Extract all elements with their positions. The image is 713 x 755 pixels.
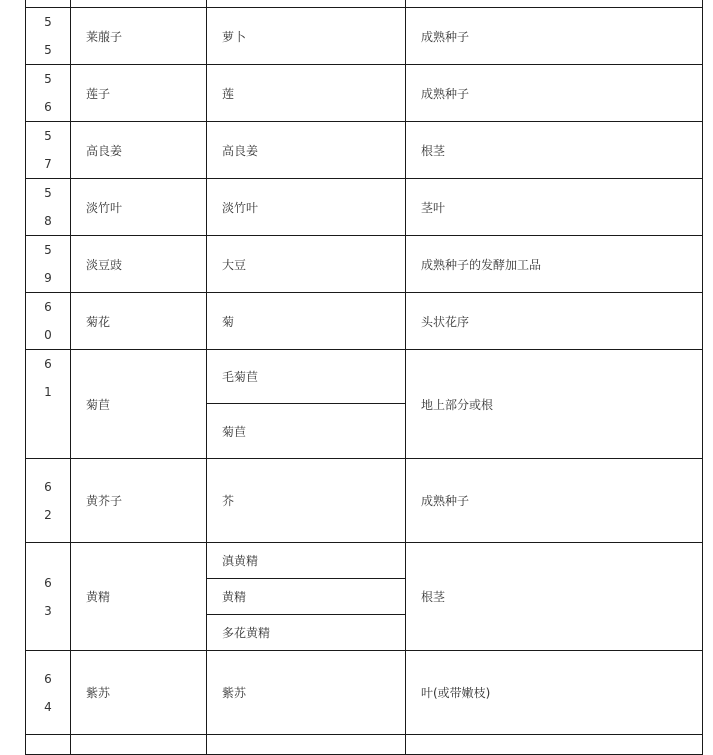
plant-source-cell: 毛菊苣 [207,350,406,404]
row-number-digit: 9 [44,271,52,285]
plant-source-cell: 紫苏 [207,651,406,735]
row-number-digit: 5 [44,186,52,200]
plant-source-cell: 滇黄精 [207,543,406,579]
table-row [26,651,703,735]
table-row [26,179,703,236]
row-number-cell [26,8,71,65]
used-part-cell: 头状花序 [406,293,703,350]
used-part-cell: 茎叶 [406,179,703,236]
row-number-digit: 6 [44,671,52,686]
row-number-digit: 6 [44,479,52,494]
plant-source-cell: 黄精 [207,579,406,615]
table-row [26,236,703,293]
table-row [26,8,703,65]
table-row [26,350,703,404]
row-number-cell [26,65,71,122]
herb-name-cell: 黄芥子 [71,459,207,543]
plant-source-cell: 莲 [207,65,406,122]
plant-source-cell: 芥 [207,459,406,543]
row-number-cell [26,0,71,8]
row-number-cell [26,122,71,179]
row-number-cell [26,651,71,735]
used-part-cell: 成熟种子 [406,459,703,543]
row-number-cell [26,179,71,236]
plant-source-cell: 萝卜 [207,8,406,65]
herb-name-cell: 淡豆豉 [71,236,207,293]
row-number-cell [26,236,71,293]
table-row [26,459,703,543]
row-number-digit: 6 [44,357,52,371]
herb-name-cell: 高良姜 [71,122,207,179]
plant-source-cell: 淡竹叶 [207,179,406,236]
row-number-digit: 1 [44,385,52,399]
row-number-cell [26,543,71,651]
used-part-cell: 成熟种子 [406,65,703,122]
used-part-cell: 成熟种子的发酵加工品 [406,236,703,293]
row-number-digit: 5 [44,72,52,86]
plant-source-cell: 多花黄精 [207,615,406,651]
herb-name-cell: 紫苏 [71,651,207,735]
herb-name-cell [71,0,207,8]
row-number-cell [26,459,71,543]
row-number-digit: 5 [44,129,52,143]
herb-name-cell: 菊花 [71,293,207,350]
row-number-cell [26,293,71,350]
row-number-digit: 6 [44,575,52,590]
plant-source-cell: 菊苣 [207,404,406,459]
row-number-digit: 7 [44,157,52,171]
plant-source-cell [207,735,406,755]
row-number-digit: 5 [44,15,52,29]
table-row-partial-bottom [26,735,703,755]
row-number-digit: 5 [44,43,52,57]
used-part-cell [406,735,703,755]
table-row [26,65,703,122]
herb-name-cell: 淡竹叶 [71,179,207,236]
row-number-digit: 8 [44,214,52,228]
table-row [26,293,703,350]
used-part-cell: 根茎 [406,543,703,651]
used-part-cell [406,0,703,8]
row-number-digit: 5 [44,243,52,257]
used-part-cell: 地上部分或根 [406,350,703,459]
row-number-cell [26,350,71,459]
used-part-cell: 成熟种子 [406,8,703,65]
plant-source-cell: 高良姜 [207,122,406,179]
row-number-digit: 0 [44,328,52,342]
row-number-digit: 2 [44,507,52,522]
used-part-cell: 叶(或带嫩枝) [406,651,703,735]
plant-source-cell [207,0,406,8]
table-row-partial-top [26,0,703,8]
herb-name-cell: 莲子 [71,65,207,122]
row-number-digit: 6 [44,300,52,314]
herb-name-cell: 莱菔子 [71,8,207,65]
row-number-digit: 3 [44,603,52,618]
plant-source-cell: 大豆 [207,236,406,293]
table-row [26,543,703,579]
used-part-cell: 根茎 [406,122,703,179]
table-row [26,122,703,179]
row-number-cell [26,735,71,755]
row-number-digit: 6 [44,100,52,114]
row-number-digit: 4 [44,699,52,714]
herb-name-cell: 菊苣 [71,350,207,459]
herb-name-cell: 黄精 [71,543,207,651]
herb-table [25,0,703,755]
herb-name-cell [71,735,207,755]
plant-source-cell: 菊 [207,293,406,350]
